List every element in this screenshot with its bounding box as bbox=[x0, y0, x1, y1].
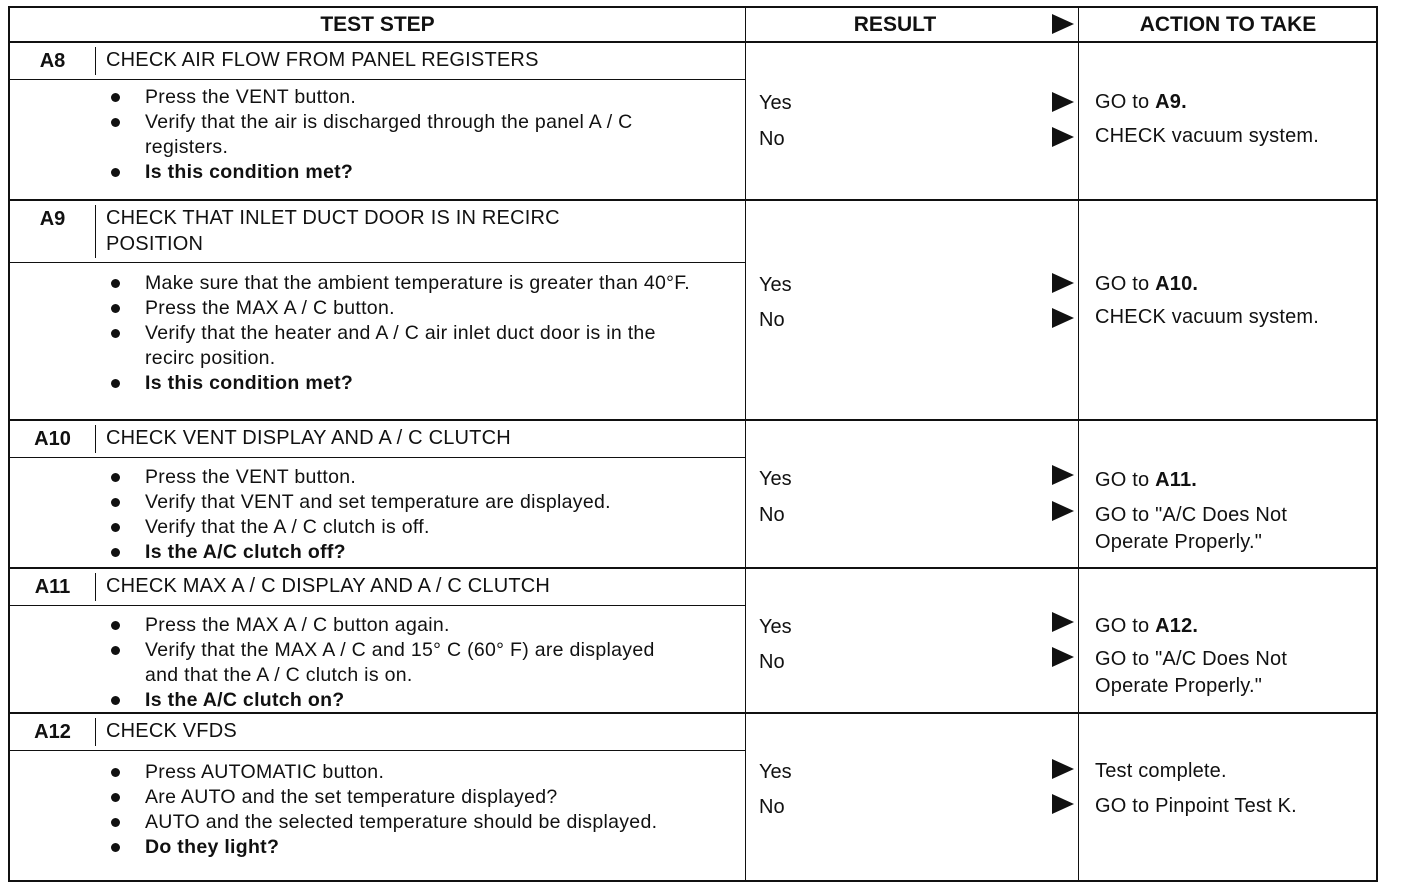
action-yes: GO to A10. bbox=[1095, 273, 1199, 295]
diagnostic-table bbox=[8, 6, 1378, 882]
bullet-dot-icon bbox=[111, 523, 120, 532]
bullet-dot-icon bbox=[111, 696, 120, 705]
result-no: No bbox=[759, 309, 785, 331]
list-item: Press the MAX A / C button again. bbox=[105, 613, 685, 638]
list-item-question: Is the A/C clutch off? bbox=[105, 540, 735, 565]
list-item: Are AUTO and the set temperature displayed? bbox=[105, 785, 665, 810]
list-item: Press AUTOMATIC button. bbox=[105, 760, 665, 785]
header-test-step: TEST STEP bbox=[320, 13, 435, 36]
bullet-dot-icon bbox=[111, 379, 120, 388]
bullet-dot-icon bbox=[111, 843, 120, 852]
step-id: A8 bbox=[39, 50, 66, 72]
list-item: Verify that the A / C clutch is off. bbox=[105, 515, 735, 540]
bullet-dot-icon bbox=[111, 304, 120, 313]
bullet-dot-icon bbox=[111, 168, 120, 177]
bullet-dot-icon bbox=[111, 498, 120, 507]
list-item-question: Is this condition met? bbox=[105, 160, 705, 185]
right-triangle-arrow-icon bbox=[1052, 308, 1074, 328]
step-title: CHECK VFDS bbox=[106, 720, 237, 742]
list-item: AUTO and the selected temperature should be displayed. bbox=[105, 810, 665, 835]
bullet-dot-icon bbox=[111, 646, 120, 655]
table-header bbox=[10, 8, 1376, 43]
step-title: CHECK MAX A / C DISPLAY AND A / C CLUTCH bbox=[106, 575, 551, 597]
list-item: Verify that the air is discharged through the panel A / C registers. bbox=[105, 110, 705, 160]
action-no: GO to Pinpoint Test K. bbox=[1095, 795, 1297, 817]
step-id-divider bbox=[95, 718, 96, 746]
step-block-a8 bbox=[10, 43, 1376, 201]
right-triangle-arrow-icon bbox=[1052, 612, 1074, 632]
step-block-a12 bbox=[10, 714, 1376, 882]
result-no: No bbox=[759, 651, 785, 673]
result-no: No bbox=[759, 504, 785, 526]
bullet-dot-icon bbox=[111, 329, 120, 338]
step-title: CHECK VENT DISPLAY AND A / C CLUTCH bbox=[106, 427, 511, 449]
list-item-question: Is this condition met? bbox=[105, 371, 705, 396]
list-item: Press the VENT button. bbox=[105, 85, 705, 110]
result-yes: Yes bbox=[759, 92, 792, 114]
result-yes: Yes bbox=[759, 468, 792, 490]
bullet-dot-icon bbox=[111, 93, 120, 102]
step-id-divider bbox=[95, 47, 96, 75]
list-item: Verify that the heater and A / C air inlet duct door is in the recirc position. bbox=[105, 321, 705, 371]
action-yes: GO to A11. bbox=[1095, 469, 1198, 491]
step-block-a10 bbox=[10, 421, 1376, 569]
bullet-dot-icon bbox=[111, 793, 120, 802]
right-triangle-arrow-icon bbox=[1052, 92, 1074, 112]
step-instructions bbox=[105, 760, 665, 860]
step-id-divider bbox=[95, 425, 96, 453]
header-result: RESULT bbox=[853, 13, 937, 36]
list-item-question: Do they light? bbox=[105, 835, 665, 860]
step-id: A12 bbox=[34, 721, 71, 743]
bullet-dot-icon bbox=[111, 548, 120, 557]
bullet-dot-icon bbox=[111, 279, 120, 288]
action-no: GO to "A/C Does Not Operate Properly." bbox=[1095, 648, 1288, 697]
step-instructions bbox=[105, 465, 735, 565]
bullet-dot-icon bbox=[111, 768, 120, 777]
right-triangle-arrow-icon bbox=[1052, 794, 1074, 814]
action-yes: Test complete. bbox=[1095, 760, 1227, 782]
right-triangle-arrow-icon bbox=[1052, 465, 1074, 485]
action-no: CHECK vacuum system. bbox=[1095, 125, 1320, 147]
action-no: CHECK vacuum system. bbox=[1095, 306, 1320, 328]
step-id: A10 bbox=[34, 428, 71, 450]
step-block-a11 bbox=[10, 569, 1376, 714]
right-triangle-arrow-icon bbox=[1052, 127, 1074, 147]
action-no: GO to "A/C Does Not Operate Properly." bbox=[1095, 504, 1288, 553]
list-item: Verify that VENT and set temperature are displayed. bbox=[105, 490, 735, 515]
step-header bbox=[10, 43, 745, 80]
step-title: CHECK THAT INLET DUCT DOOR IS IN RECIRC POSITION bbox=[106, 207, 560, 255]
result-no: No bbox=[759, 128, 785, 150]
header-action: ACTION TO TAKE bbox=[1139, 13, 1317, 36]
bullet-dot-icon bbox=[111, 118, 120, 127]
result-yes: Yes bbox=[759, 761, 792, 783]
step-id: A9 bbox=[39, 208, 66, 230]
step-block-a9 bbox=[10, 201, 1376, 421]
right-triangle-arrow-icon bbox=[1052, 501, 1074, 521]
step-header bbox=[10, 201, 745, 263]
right-triangle-arrow-icon bbox=[1052, 273, 1074, 293]
step-instructions bbox=[105, 85, 705, 185]
list-item: Make sure that the ambient temperature is greater than 40°F. bbox=[105, 271, 705, 296]
step-id-divider bbox=[95, 573, 96, 601]
step-header bbox=[10, 569, 745, 606]
step-title: CHECK AIR FLOW FROM PANEL REGISTERS bbox=[106, 49, 539, 71]
result-yes: Yes bbox=[759, 274, 792, 296]
step-instructions bbox=[105, 271, 705, 396]
list-item-question: Is the A/C clutch on? bbox=[105, 688, 685, 713]
right-triangle-arrow-icon bbox=[1052, 14, 1074, 34]
bullet-dot-icon bbox=[111, 473, 120, 482]
step-instructions bbox=[105, 613, 685, 713]
action-yes: GO to A9. bbox=[1095, 91, 1187, 113]
list-item: Verify that the MAX A / C and 15° C (60° F) are displayed and that the A / C clutch is on. bbox=[105, 638, 685, 688]
right-triangle-arrow-icon bbox=[1052, 759, 1074, 779]
step-id-divider bbox=[95, 205, 96, 258]
bullet-dot-icon bbox=[111, 818, 120, 827]
step-header bbox=[10, 421, 745, 458]
step-id: A11 bbox=[34, 576, 71, 598]
bullet-dot-icon bbox=[111, 621, 120, 630]
right-triangle-arrow-icon bbox=[1052, 647, 1074, 667]
step-header bbox=[10, 714, 745, 751]
result-no: No bbox=[759, 796, 785, 818]
list-item: Press the MAX A / C button. bbox=[105, 296, 705, 321]
list-item: Press the VENT button. bbox=[105, 465, 735, 490]
action-yes: GO to A12. bbox=[1095, 615, 1199, 637]
result-yes: Yes bbox=[759, 616, 792, 638]
